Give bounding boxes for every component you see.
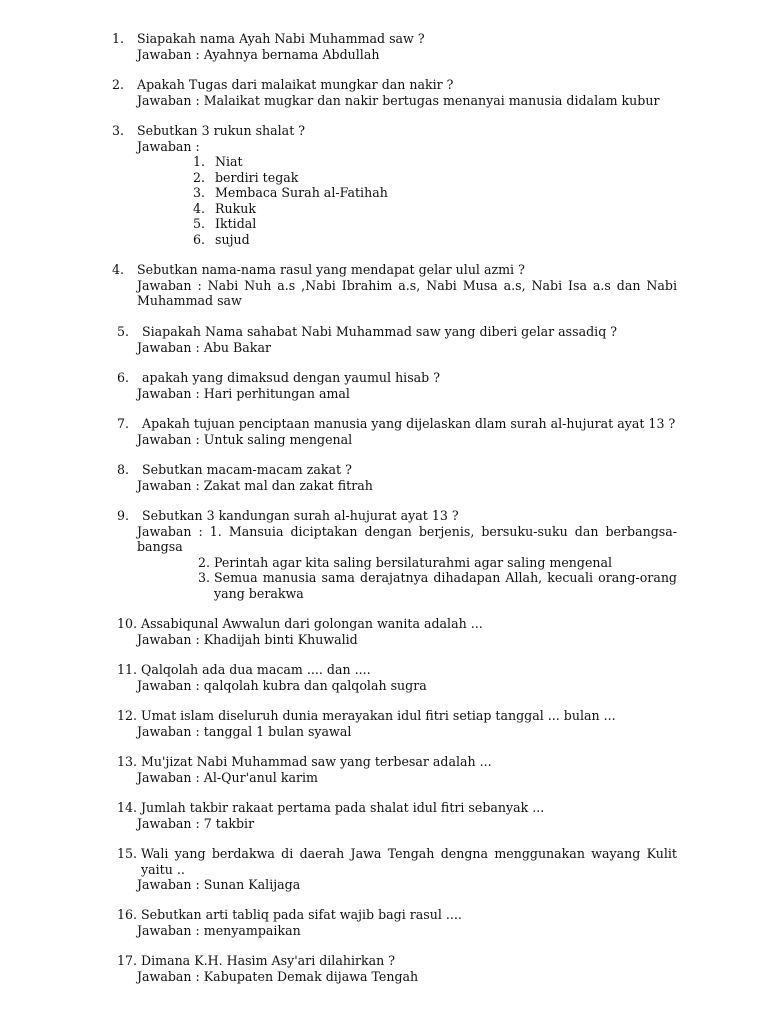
question-text: Apakah tujuan penciptaan manusia yang dijelaskan dlam surah al-hujurat ayat 13 ? <box>142 416 676 431</box>
question-number: 4. <box>112 262 125 277</box>
question-text: Dimana K.H. Hasim Asy'ari dilahirkan ? <box>141 953 396 968</box>
question-text: Sebutkan 3 kandungan surah al-hujurat ayat 13 ? <box>142 508 459 523</box>
question-number: 5. <box>117 324 130 339</box>
answer-text: Jawaban : Kabupaten Demak dijawa Tengah <box>137 968 419 984</box>
answer-text: Jawaban : Malaikat mugkar dan nakir bertugas menanyai manusia didalam kubur <box>137 92 660 108</box>
question-number: 7. <box>117 416 130 431</box>
question-13 <box>117 754 677 785</box>
question-number: 8. <box>117 462 130 477</box>
answer-text: Jawaban : Untuk saling mengenal <box>137 431 353 447</box>
question-7 <box>117 416 677 447</box>
question-15 <box>117 846 677 893</box>
question-text: Sebutkan macam-macam zakat ? <box>142 462 352 477</box>
question-text: Sebutkan arti tabliq pada sifat wajib bagi rasul .... <box>141 907 462 922</box>
answer-list-item: 3. Semua manusia sama derajatnya dihadapan Allah, kecuali orang-orang yang berakwa <box>198 570 677 601</box>
question-16 <box>117 907 677 938</box>
question-number: 14. <box>117 800 138 815</box>
question-8 <box>117 462 677 493</box>
question-6 <box>117 370 677 401</box>
answer-text: Jawaban : qalqolah kubra dan qalqolah sugra <box>137 677 427 693</box>
question-number: 17. <box>117 953 138 968</box>
question-number: 3. <box>112 123 125 138</box>
answer-list-item: 2. berdiri tegak <box>193 169 299 185</box>
question-text: Apakah Tugas dari malaikat mungkar dan nakir ? <box>137 77 454 92</box>
answer-text: Jawaban : tanggal 1 bulan syawal <box>137 723 352 739</box>
question-text: Mu'jizat Nabi Muhammad saw yang terbesar adalah ... <box>141 754 492 769</box>
question-text: Jumlah takbir rakaat pertama pada shalat idul fitri sebanyak ... <box>141 800 545 815</box>
question-10 <box>117 616 677 647</box>
answer-text: Jawaban : Abu Bakar <box>137 339 271 355</box>
question-14 <box>117 800 677 831</box>
answer-text: Jawaban : Ayahnya bernama Abdullah <box>137 46 380 62</box>
answer-text: Jawaban : Zakat mal dan zakat fitrah <box>137 477 373 493</box>
answer-text: Jawaban : Hari perhitungan amal <box>137 385 350 401</box>
question-number: 11. <box>117 662 138 677</box>
question-number: 10. <box>117 616 138 631</box>
question-4 <box>112 262 677 309</box>
question-2 <box>112 77 677 108</box>
question-text: Siapakah Nama sahabat Nabi Muhammad saw yang diberi gelar assadiq ? <box>142 324 618 339</box>
question-17 <box>117 953 677 984</box>
question-9 <box>117 508 677 601</box>
question-number: 16. <box>117 907 138 922</box>
answer-list-item: 6. sujud <box>193 231 250 247</box>
question-11 <box>117 662 677 693</box>
answer-list-item: 1. Niat <box>193 154 243 169</box>
question-number: 6. <box>117 370 130 385</box>
question-5 <box>117 324 677 355</box>
answer-text: Jawaban : Sunan Kalijaga <box>137 877 301 892</box>
question-number: 1. <box>112 31 125 46</box>
question-number: 13. <box>117 754 138 769</box>
question-number: 2. <box>112 77 125 92</box>
answer-text: Jawaban : menyampaikan <box>137 922 301 938</box>
question-number: 15. <box>117 846 138 861</box>
answer-text: Jawaban : 1. Mansuia diciptakan dengan berjenis, bersuku-suku dan berbangsa-bangsa <box>137 523 677 554</box>
question-3 <box>112 123 677 247</box>
question-text: apakah yang dimaksud dengan yaumul hisab ? <box>142 370 440 385</box>
answer-list-item: 5. Iktidal <box>193 216 257 231</box>
answer-text: Jawaban : <box>137 138 200 154</box>
question-text: Umat islam diseluruh dunia merayakan idul fitri setiap tanggal ... bulan ... <box>141 708 616 723</box>
answer-text: Jawaban : 7 takbir <box>137 815 255 831</box>
question-text: Sebutkan nama-nama rasul yang mendapat gelar ulul azmi ? <box>137 262 525 277</box>
question-text: Assabiqunal Awwalun dari golongan wanita adalah ... <box>141 616 483 631</box>
answer-list-item: 2. Perintah agar kita saling bersilaturahmi agar saling mengenal <box>198 554 613 570</box>
answer-text: Jawaban : Khadijah binti Khuwalid <box>137 631 358 647</box>
answer-list-item: 4. Rukuk <box>193 200 256 216</box>
question-text: Qalqolah ada dua macam .... dan .... <box>141 662 371 677</box>
question-12 <box>117 708 677 739</box>
question-1 <box>112 31 677 62</box>
question-text: Sebutkan 3 rukun shalat ? <box>137 123 306 138</box>
question-number: 12. <box>117 708 138 723</box>
question-text: Siapakah nama Ayah Nabi Muhammad saw ? <box>137 31 425 46</box>
answer-text: Jawaban : Al-Qur'anul karim <box>137 769 318 785</box>
question-number: 9. <box>117 508 130 523</box>
answer-text: Jawaban : Nabi Nuh a.s ,Nabi Ibrahim a.s, Nabi Musa a.s, Nabi Isa a.s dan Nabi Muhammad saw <box>137 277 677 308</box>
question-text: Wali yang berdakwa di daerah Jawa Tengah dengna menggunakan wayang Kulit yaitu .. <box>141 846 677 877</box>
answer-list-item: 3. Membaca Surah al-Fatihah <box>193 185 388 200</box>
